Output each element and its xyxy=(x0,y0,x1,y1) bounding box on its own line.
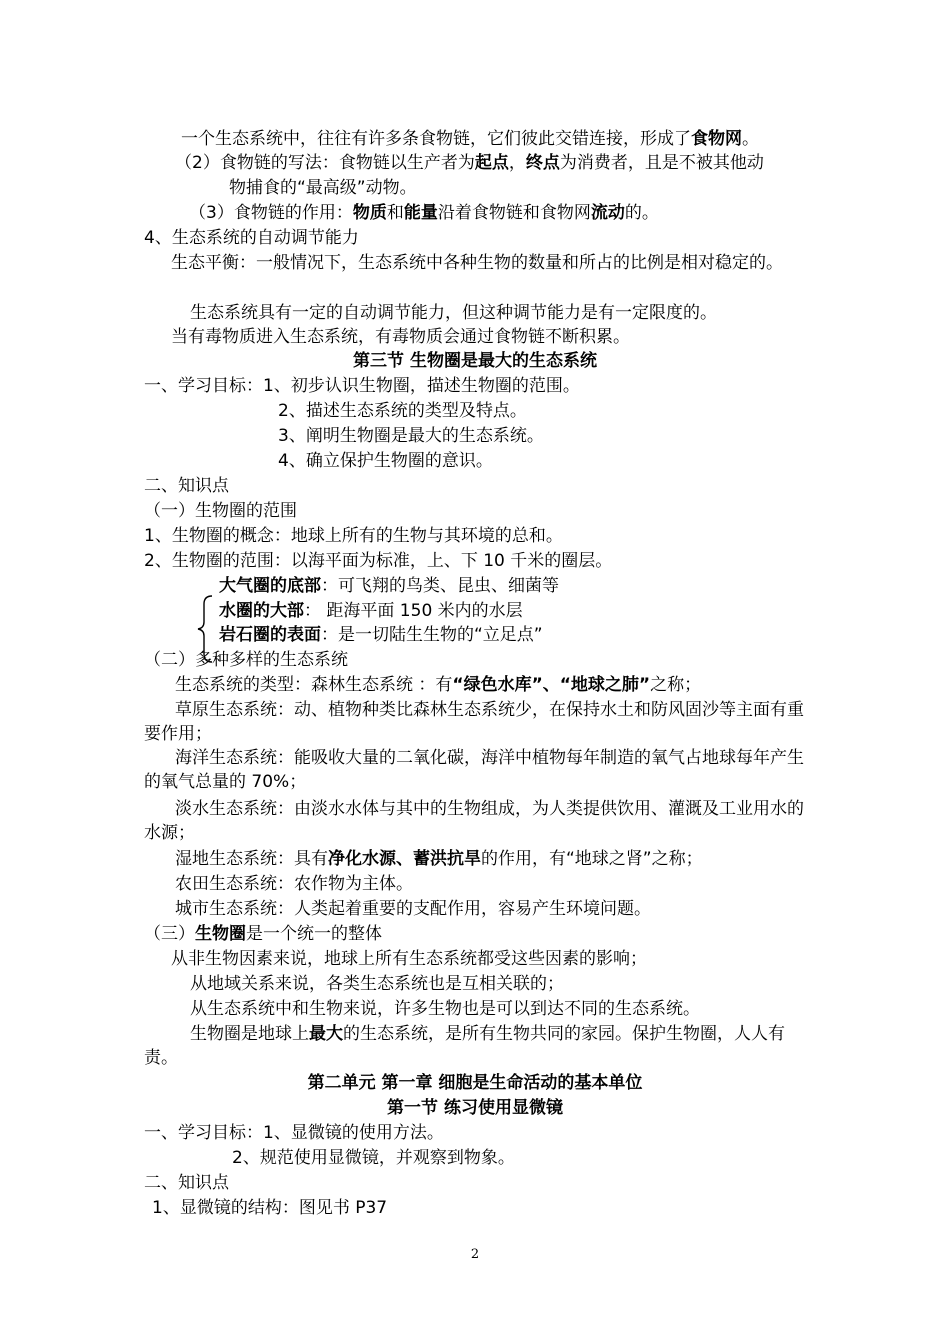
subheading-biosphere-range: （一）生物圈的范围 xyxy=(144,501,297,521)
page-number: 2 xyxy=(470,1247,480,1262)
para-freshwater-ecosystem: 淡水生态系统：由淡水水体与其中的生物组成，为人类提供饮用、灌溉及工业用水的水源； xyxy=(144,799,804,843)
para-food-chain-writing-cont: 物捕食的“最高级”动物。 xyxy=(229,178,417,198)
goal-line-3: 3、阐明生物圈是最大的生态系统。 xyxy=(278,426,544,446)
section-title-microscope: 第一节 练习使用显微镜 xyxy=(387,1098,563,1118)
para-abiotic-factors: 从非生物因素来说，地球上所有生态系统都受这些因素的影响； xyxy=(171,949,647,969)
para-food-web: 一个生态系统中，往往有许多条食物链，它们彼此交错连接，形成了食物网。 xyxy=(181,129,759,149)
heading-self-regulation: 4、生态系统的自动调节能力 xyxy=(144,228,359,248)
knowledge-heading: 二、知识点 xyxy=(144,476,229,496)
subheading-ecosystem-types: （二）多种多样的生态系统 xyxy=(144,650,348,670)
range-atmosphere: 大气圈的底部：可飞翔的鸟类、昆虫、细菌等 xyxy=(219,576,559,596)
para-wetland-ecosystem: 湿地生态系统：具有净化水源、蓄洪抗旱的作用，有“地球之肾”之称； xyxy=(175,849,703,869)
para-grassland-ecosystem: 草原生态系统：动、植物种类比森林生态系统少，在保持水土和防风固沙等主面有重要作用； xyxy=(144,700,804,744)
para-urban-ecosystem: 城市生态系统：人类起着重要的支配作用，容易产生环境问题。 xyxy=(175,899,651,919)
section-title-biosphere: 第三节 生物圈是最大的生态系统 xyxy=(353,351,597,371)
para-food-chain-writing: （2）食物链的写法：食物链以生产者为起点，终点为消费者，且是不被其他动 xyxy=(175,153,764,173)
range-hydrosphere: 水圈的大部： 距海平面 150 米内的水层 xyxy=(219,601,523,621)
microscope-structure: 1、显微镜的结构：图见书 P37 xyxy=(152,1198,388,1218)
goal-line-1: 一、学习目标：1、初步认识生物圈，描述生物圈的范围。 xyxy=(144,376,580,396)
range-lithosphere: 岩石圈的表面：是一切陆生生物的“立足点” xyxy=(219,625,543,645)
microscope-knowledge-heading: 二、知识点 xyxy=(144,1173,229,1193)
para-biosphere-range: 2、生物圈的范围：以海平面为标准，上、下 10 千米的圈层。 xyxy=(144,551,613,571)
para-regional-relation: 从地域关系来说，各类生态系统也是互相关联的； xyxy=(190,974,564,994)
unit-chapter-title: 第二单元 第一章 细胞是生命活动的基本单位 xyxy=(307,1073,643,1093)
para-regulation-limit: 生态系统具有一定的自动调节能力，但这种调节能力是有一定限度的。 xyxy=(190,303,717,323)
para-biosphere-concept: 1、生物圈的概念：地球上所有的生物与其环境的总和。 xyxy=(144,526,563,546)
goal-line-2: 2、描述生态系统的类型及特点。 xyxy=(278,401,527,421)
para-biosphere-largest: 生物圈是地球上最大的生态系统，是所有生物共同的家园。保护生物圈，人人有责。 xyxy=(144,1024,785,1068)
para-farmland-ecosystem: 农田生态系统：农作物为主体。 xyxy=(175,874,413,894)
microscope-goal-1: 一、学习目标：1、显微镜的使用方法。 xyxy=(144,1123,444,1143)
goal-line-4: 4、确立保护生物圈的意识。 xyxy=(278,451,493,471)
para-forest-ecosystem: 生态系统的类型：森林生态系统 ：有“绿色水库”、“地球之肺”之称； xyxy=(175,675,702,695)
para-ecological-balance: 生态平衡：一般情况下，生态系统中各种生物的数量和所占的比例是相对稳定的。 xyxy=(171,253,783,273)
subheading-unified-whole: （三）生物圈是一个统一的整体 xyxy=(144,924,382,944)
para-toxic-accumulation: 当有毒物质进入生态系统，有毒物质会通过食物链不断积累。 xyxy=(171,327,630,347)
para-marine-ecosystem: 海洋生态系统：能吸收大量的二氧化碳，海洋中植物每年制造的氧气占地球每年产生的氧气总量的 70%； xyxy=(144,748,804,792)
microscope-goal-2: 2、规范使用显微镜，并观察到物象。 xyxy=(232,1148,515,1168)
para-food-chain-function: （3）食物链的作用：物质和能量沿着食物链和食物网流动的。 xyxy=(189,203,659,223)
para-organism-movement: 从生态系统中和生物来说，许多生物也是可以到达不同的生态系统。 xyxy=(190,999,700,1019)
